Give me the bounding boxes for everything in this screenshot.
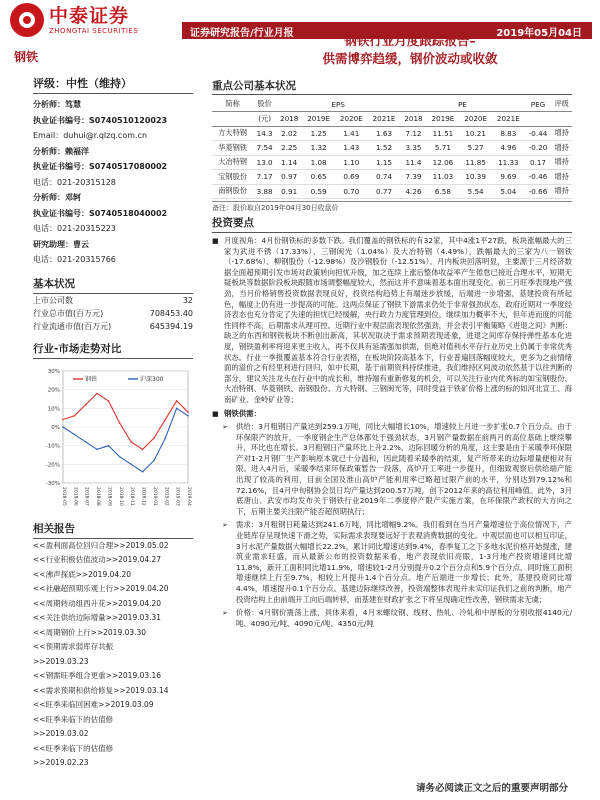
- analyst-label: 电话：: [33, 177, 57, 187]
- chart-point: [119, 456, 121, 458]
- analyst-value: 021-20315766: [57, 255, 116, 264]
- cell-pe: 7.39: [400, 170, 426, 185]
- analyst-value: 021-20315223: [57, 224, 116, 233]
- analyst-label: 分析师：: [33, 193, 65, 202]
- right-column: [212, 78, 572, 629]
- cell-name: 华菱钢铁: [212, 141, 253, 156]
- basic-stat-value: 708453.40: [149, 308, 193, 318]
- basic-stat-label: 上市公司数: [33, 295, 73, 305]
- analyst-value: 笃慧: [65, 100, 81, 109]
- cell-price: 14.3: [253, 126, 276, 141]
- chart-point: [62, 418, 64, 420]
- related-item: <<需求预期和供给修复>>2019.03.14: [33, 685, 169, 695]
- basic-stat-row: [33, 294, 193, 307]
- report-title: [245, 32, 575, 68]
- cell-eps: 0.77: [368, 184, 401, 199]
- left-column: [33, 75, 193, 771]
- industry-heading: 钢铁供需：: [224, 408, 261, 418]
- col-year: 2018: [400, 112, 426, 127]
- col-eps: EPS: [276, 97, 400, 112]
- basic-stat-value: 645394.19: [149, 321, 193, 331]
- valuation-title: 重点公司基本状况: [212, 78, 572, 95]
- cell-eps: 1.41: [335, 126, 368, 141]
- col-price-unit: (元): [253, 112, 276, 127]
- chart-point: [176, 407, 178, 409]
- summary-text: 月度视角：4月份钢铁标的多数下跌。我们覆盖的钢铁标的有32家，其中4涨1平27跌，板块涨幅最大的三家为武进不锈（17.33%）、三钢闽光（1.04%）及大冶特钢（4.49%），跌幅最大的三家为八一钢铁（-17.68%）、柳钢股份（-12.98%）及沙钢股份（-12.51%）。月内板块回落明显，主要源于三月经济数据全面超预期引发市场对政策转向担忧升级，加之连续上涨后整体收益率产生倦怠已接近合理水平，短期无疑板块等数据阶段板块跟随市场调整幅度较大，然而这并不意味着基本面出现变化。前三月旺季表现地产强劲，当月价格销售投资数据表现良好，投资结构趋势上有端迷步放缓，后端进一步增强，基建投资有所起色，幅度上仍有进一步提高的可能。这两点保证了钢铁下游需求仍处于非常强劲状态，政府近期对一季度经济表态也充分肯定了失速的担忧已经缓解，央行政力力度管理到位，继续加力概率不大，但年进而度的可能性同样不高，后期需求从理可控。近期行业中观层面表现依然强劲，并会表引平衡策略《进退之间》判断：缺乏的东西和钢铁板块不断创出新高，其状况取决于需求预期表现迹象，进退之间库存保持弹性基本化进度，钢铁盈利率将迎来更主收入，再不仅具有延需强加供需，但绝对值利水平存行业历史上仍属于非常优秀状态。行业一季报覆盖基本符合行业表格，在板块阶段高基本下，行业普遍回落幅度较大，更多为之前情绪面的溢价之有经里利进行回归，如中长期，基于前期资料持续推进，我们维持区间波动依然基于以往判断的部分，建议关注龙头在行业中的成长和，维持端有重新修复的机会，可以关注行业内优秀标的如宝钢股份、大冶特钢、华菱钢铁、南钢股份、方大特钢、三钢闽光等，同时受益于铁矿价格上涨的标的如河北宣工、海南矿业、金岭矿业等；: [224, 236, 572, 404]
- cell-pe: 11.85: [459, 155, 492, 170]
- cell-pe: 11.4: [400, 155, 426, 170]
- cell-eps: 1.25: [302, 126, 335, 141]
- analyst-list: [33, 97, 193, 268]
- chart-y-tick: -20%: [45, 461, 60, 468]
- basic-stat-label: 行业流通市值(百万元): [33, 321, 112, 331]
- related-item: <<行业积极估值波动>>2019.04.27: [33, 555, 162, 564]
- chart-point: [187, 415, 189, 417]
- analyst-value: S0740518040002: [89, 208, 168, 218]
- analyst-row: [33, 237, 193, 253]
- basic-stats: [33, 294, 193, 333]
- chart-point: [74, 415, 76, 417]
- demand-bullet: [212, 520, 572, 605]
- cell-eps: 1.52: [368, 141, 401, 156]
- cell-eps: 0.74: [368, 170, 401, 185]
- logo-english: ZHONGTAI SECURITIES: [49, 26, 139, 35]
- analyst-value: 邓轲: [65, 193, 81, 202]
- cell-pe: 10.21: [459, 126, 492, 141]
- chart-y-tick: 30%: [47, 368, 60, 375]
- chart-x-tick: 2018-07: [83, 486, 89, 506]
- analyst-row: [33, 113, 193, 129]
- cell-name: 大冶特钢: [212, 155, 253, 170]
- chart-x-tick: 2019-04: [186, 486, 191, 506]
- analyst-row: [33, 190, 193, 206]
- cell-peg: -0.20: [525, 141, 552, 156]
- chart-x-tick: 2019-03: [174, 486, 180, 506]
- chart-point: [164, 437, 166, 439]
- basic-stat-row: [33, 307, 193, 320]
- investment-points: [212, 236, 572, 629]
- cell-eps: 1.08: [302, 155, 335, 170]
- analyst-label: 分析师：: [33, 146, 65, 156]
- analyst-row: [33, 206, 193, 222]
- col-blank: [551, 112, 572, 127]
- demand-text: 需求：3月粗钢日耗量达到241.6万吨，同比增幅9.2%。我们看到在当月产量增速位于高位情况下，产业链库存呈现快速下滑之势，实际需求表现要远好于表观消费数据的变化。中观层面也可以相互印证，3月水泥产量数据大幅增长22.2%，累计同比增速达到9.4%，春季复工之下多地水泥价格开始提涨，建筑业需求旺盛，而从最新公布的投资数据来看，地产表现依旧亮眼，1-3月地产投资增速同比增11.8%，新开工面积同比增11.9%，增速较1-2月分别提升0.2个百分点和5.9个百分点，同时施工面积增速继续上行至9.7%，相较上月提升1.4个百分点。地产后端进一步增长；此外，基建投资同比增4.4%，增速提升0.1个百分点。基建边际继续改善，投资端整体表现并未实印证我们之前的判断，地产投资结构上由前端开工向后端转移，而基建在财政扩张之下将呈现确定性改善，钢铁需求无虞；: [236, 520, 572, 604]
- related-item: <<旺季来临下的估值修: [33, 743, 114, 753]
- cell-pe: 5.54: [459, 184, 492, 199]
- analyst-label: 研究助理：: [33, 239, 73, 249]
- cell-eps: 0.69: [335, 170, 368, 185]
- col-name: 简称: [212, 97, 253, 112]
- chart-y-tick: -10%: [45, 443, 60, 450]
- analyst-row: [33, 221, 193, 237]
- related-item: <<旺季来临下的估值修: [33, 714, 114, 724]
- chart-point: [142, 471, 144, 473]
- analyst-label: 执业证书编号：: [33, 115, 89, 125]
- cell-peg: -0.44: [525, 126, 552, 141]
- cell-pe: 5.71: [427, 141, 460, 156]
- chart-point: [74, 433, 76, 435]
- cell-eps: 2.02: [276, 126, 302, 141]
- analyst-row: [33, 159, 193, 175]
- cell-pe: 10.39: [459, 170, 492, 185]
- cell-name: 方大特钢: [212, 126, 253, 141]
- cell-rating: 增持: [551, 126, 572, 141]
- cell-eps: 0.65: [302, 170, 335, 185]
- chart-point: [85, 441, 87, 443]
- related-item: <<周期钢价上行>>2019.03.30: [33, 627, 147, 637]
- cell-eps: 0.70: [335, 184, 368, 199]
- cell-price: 13.0: [253, 155, 276, 170]
- supply-text: 供给：3月粗钢日产量达到259.1万吨，同比大幅增长10%，增速较上月进一步扩张0.7个百分点。由于环保限产的放开，一季度钢企生产总体都处于强劲状态，3月钢产量数据在前两月的高位基础上继续攀升，环比也在增长。3月粗钢日产量环比上升2.2%，边际回暖分析的角度，这主要是由于采暖季环保限产对1-2月钢厂生产影响原本就已十分温和，因此随着采暖季的结束，复产所带来的边际增量便相对有限。进入4月后，采暖季结束环保政策暂告一段落，高炉开工率进一步提升，但细致观察后供给端产能出现了较高的利用，目前全国及淮山高炉产能利用率已略超过限产前的水平，分别达到79.12%和72.16%，且4月中旬钢协会员日均产量达到200.57万吨，创下2012年来的高位利用峰值。此外，3月底唐山、武安市均发布关于钢铁行业2019年二季度停产限产实施方案，在环保限产政权的大方向之下，后期主要关注限产能否超预期执行；: [236, 422, 572, 516]
- chart-x-tick: 2018-12: [140, 486, 146, 506]
- price-bullet: [212, 608, 572, 629]
- rating: 评级：中性（维持）: [33, 75, 193, 94]
- col-peg: PEG: [525, 97, 552, 112]
- chart-point: [96, 392, 98, 394]
- related-item: >>2019.02.23: [33, 758, 89, 767]
- cell-eps: 2.25: [276, 141, 302, 156]
- cell-pe: 5.27: [459, 141, 492, 156]
- table-row: [212, 184, 572, 199]
- cell-price: 3.88: [253, 184, 276, 199]
- related-title: 相关报告: [33, 521, 193, 539]
- analyst-value: S0740517080002: [89, 162, 168, 171]
- analyst-label: 执业证书编号：: [33, 162, 89, 171]
- col-year: 2021E: [368, 112, 401, 127]
- cell-eps: 0.97: [276, 170, 302, 185]
- col-year: 2018: [276, 112, 302, 127]
- related-item: <<沸声探底>>2019.04.20: [33, 569, 132, 579]
- col-blank: [525, 112, 552, 127]
- related-item: <<周期转动组西升花>>2019.04.20: [33, 598, 162, 608]
- chart-x-tick: 2018-05: [61, 486, 66, 506]
- points-title: 投资要点: [212, 215, 572, 233]
- basic-stat-row: [33, 320, 193, 333]
- title-line-1: 钢铁行业月度跟踪报告–: [344, 33, 476, 48]
- price-text: 价格：4月钢价震荡上涨，具体来看，4月末螺纹钢、线材、热轧、冷轧和中厚板的分别收报4140元/吨、4090元/吨、4090元/吨、4350元/吨: [236, 608, 572, 628]
- cell-name: 南钢股份: [212, 184, 253, 199]
- chart-y-tick: 10%: [47, 405, 60, 412]
- logo-icon: [10, 3, 44, 37]
- cell-rating: 增持: [551, 184, 572, 199]
- chart-point: [130, 441, 132, 443]
- trend-chart-svg: [33, 363, 193, 513]
- chart-point: [164, 418, 166, 420]
- related-item: >>2019.03.02: [33, 729, 89, 738]
- table-row: [212, 126, 572, 141]
- title-line-2: 供需博弈趋缓，钢价波动或收敛: [322, 51, 498, 66]
- col-year: 2019E: [427, 112, 460, 127]
- related-item: <<钢需旺季组合更重>>2019.03.16: [33, 671, 162, 680]
- cell-eps: 0.59: [302, 184, 335, 199]
- analyst-row: [33, 128, 193, 144]
- cell-peg: -0.66: [525, 184, 552, 199]
- analyst-row: [33, 175, 193, 191]
- related-item: <<关注供给边际增量>>2019.03.31: [33, 613, 162, 622]
- cell-pe: 9.69: [492, 170, 525, 185]
- analyst-row: [33, 97, 193, 113]
- chart-point: [142, 448, 144, 450]
- cell-pe: 5.04: [492, 184, 525, 199]
- chart-point: [62, 426, 64, 428]
- chart-point: [153, 459, 155, 461]
- cell-pe: 12.06: [427, 155, 460, 170]
- chart-point: [153, 437, 155, 439]
- legend-label: 钢铁: [85, 375, 98, 383]
- chart-y-tick: 20%: [47, 387, 60, 394]
- cell-eps: 1.10: [335, 155, 368, 170]
- basic-title: 基本状况: [33, 276, 193, 294]
- chart-y-tick: -30%: [45, 480, 60, 487]
- summary-bullet: [212, 236, 572, 406]
- table-header-row: [212, 97, 572, 112]
- related-item: >>2019.03.23: [33, 656, 89, 666]
- valuation-table: [212, 97, 572, 199]
- related-item: <<社融超预期乐观上行>>2019.04.20: [33, 584, 169, 593]
- cell-eps: 1.15: [368, 155, 401, 170]
- cell-rating: 增持: [551, 155, 572, 170]
- cell-peg: -0.46: [525, 170, 552, 185]
- cell-pe: 7.12: [400, 126, 426, 141]
- analyst-row: [33, 252, 193, 268]
- table-subheader-row: [212, 112, 572, 127]
- chart-x-tick: 2018-09: [106, 486, 112, 506]
- col-year: 2019E: [302, 112, 335, 127]
- cell-eps: 0.91: [276, 184, 302, 199]
- analyst-label: 电话：: [33, 255, 57, 264]
- analyst-value: duhui@r.qlzq.com.cn: [63, 131, 148, 140]
- related-reports: [33, 539, 193, 771]
- col-year: 2020E: [335, 112, 368, 127]
- related-item: <<旺季来临回困难>>2019.03.09: [33, 700, 154, 709]
- cell-eps: 1.32: [302, 141, 335, 156]
- cell-eps: 1.43: [335, 141, 368, 156]
- basic-stat-label: 行业总市值(百万元): [33, 308, 104, 318]
- chart-point: [130, 463, 132, 465]
- company-logo: [10, 3, 138, 37]
- analyst-label: 电话：: [33, 224, 57, 233]
- valuation-note: 备注：股价取自2019年04月30日收盘价: [212, 201, 572, 213]
- analyst-value: 021-20315128: [57, 177, 116, 187]
- table-row: [212, 155, 572, 170]
- cell-pe: 11.33: [492, 155, 525, 170]
- analyst-row: [33, 144, 193, 160]
- chart-point: [108, 400, 110, 402]
- basic-stat-value: 32: [182, 295, 193, 305]
- cell-eps: 1.14: [276, 155, 302, 170]
- chart-x-tick: 2018-11: [129, 486, 135, 506]
- chart-point: [187, 411, 189, 413]
- table-row: [212, 170, 572, 185]
- cell-pe: 6.58: [427, 184, 460, 199]
- cell-price: 7.17: [253, 170, 276, 185]
- cell-pe: 8.83: [492, 126, 525, 141]
- col-pe: PE: [400, 97, 524, 112]
- logo-name: 中泰证券: [49, 4, 130, 27]
- chart-x-tick: 2018-06: [72, 486, 78, 506]
- col-rating: 评级: [551, 97, 572, 112]
- col-year: 2021E: [492, 112, 525, 127]
- chart-point: [85, 403, 87, 405]
- report-date: 2019年05月04日: [496, 28, 582, 39]
- chart-y-tick: 0%: [51, 424, 60, 431]
- analyst-value: 曹云: [73, 239, 89, 249]
- legend-label: 沪深300: [140, 375, 164, 383]
- page-footer: 请务必阅读正文之后的重要声明部分: [415, 783, 568, 794]
- analyst-label: 分析师：: [33, 100, 65, 109]
- col-price: 股价: [253, 97, 276, 112]
- cell-rating: 增持: [551, 170, 572, 185]
- related-item: <<预期需求弱库存共振: [33, 642, 114, 651]
- analyst-label: Email：: [33, 131, 64, 140]
- col-year: 2020E: [459, 112, 492, 127]
- trend-chart: [33, 363, 193, 513]
- analyst-value: 赖福洋: [65, 146, 89, 156]
- cell-price: 7.54: [253, 141, 276, 156]
- chart-point: [96, 448, 98, 450]
- cell-pe: 4.96: [492, 141, 525, 156]
- cell-pe: 11.03: [427, 170, 460, 185]
- cell-eps: 1.63: [368, 126, 401, 141]
- analyst-label: 执业证书编号：: [33, 208, 89, 218]
- chart-x-tick: 2018-10: [117, 486, 123, 506]
- supply-bullet: [212, 422, 572, 517]
- chart-x-tick: 2018-08: [95, 486, 101, 506]
- chart-x-tick: 2019-02: [163, 486, 169, 506]
- cell-pe: 3.35: [400, 141, 426, 156]
- cell-pe: 11.51: [427, 126, 460, 141]
- cell-pe: 4.26: [400, 184, 426, 199]
- chart-title: 行业-市场走势对比: [33, 341, 193, 359]
- cell-peg: 0.17: [525, 155, 552, 170]
- table-row: [212, 141, 572, 156]
- cell-rating: 增持: [551, 141, 572, 156]
- chart-point: [119, 422, 121, 424]
- col-blank: [212, 112, 253, 127]
- analyst-value: S0740510120023: [89, 115, 168, 125]
- report-type: 证券研究报告/行业月报: [190, 28, 294, 39]
- chart-x-tick: 2019-01: [151, 486, 157, 506]
- related-item: <<盈利面高位回归合理>>2019.05.02: [33, 540, 169, 550]
- cell-name: 宝钢股份: [212, 170, 253, 185]
- industry-bullet: [212, 409, 572, 420]
- chart-point: [108, 444, 110, 446]
- chart-point: [176, 400, 178, 402]
- industry-label: 钢铁: [14, 50, 39, 64]
